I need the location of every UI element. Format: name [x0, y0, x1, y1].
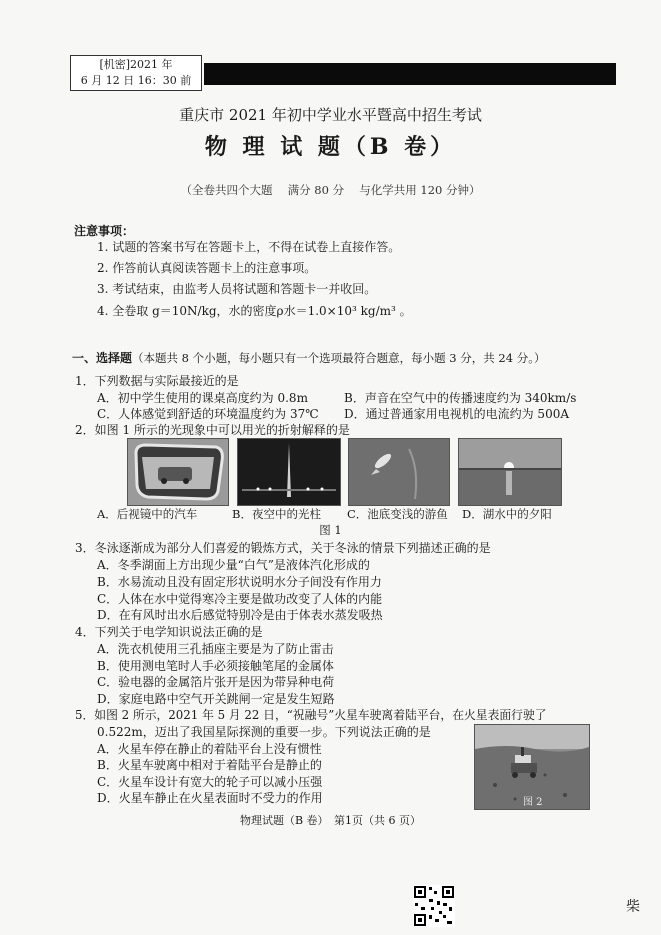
question-5-stem-line-2: 0.522m，迈出了我国星际探测的重要一步。下列说法正确的是: [97, 725, 431, 739]
question-1-option-c: C．人体感觉到舒适的环境温度约为 37℃: [97, 407, 319, 421]
photo-fish-in-pool: [348, 438, 450, 506]
black-header-bar: [204, 63, 616, 85]
question-4-option-d: D．家庭电路中空气开关跳闸一定是发生短路: [97, 692, 335, 706]
question-1-option-d: D．通过普通家用电视机的电流约为 500A: [344, 407, 570, 421]
question-1-option-a: A．初中学生使用的课桌高度约为 0.8m: [97, 391, 308, 405]
section-heading-line: [72, 349, 545, 366]
confidential-line-1: [机密]2021 年: [99, 58, 173, 71]
question-4-stem: 4．下列关于电学知识说法正确的是: [75, 625, 263, 639]
note-item: 4. 全卷取 g＝10N/kg，水的密度ρ水＝1.0×10³ kg/m³ 。: [97, 304, 412, 318]
question-5-option-c: C．火星车设计有宽大的轮子可以减小压强: [97, 775, 323, 789]
question-4-option-a: A．洗衣机使用三孔插座主要是为了防止雷击: [97, 642, 334, 656]
question-5-option-d: D．火星车静止在火星表面时不受力的作用: [97, 791, 323, 805]
corner-character: 柴: [626, 899, 640, 915]
figure-1-caption-d: D．湖水中的夕阳: [462, 507, 552, 521]
paper-title: 物 理 试 题（B 卷）: [204, 134, 457, 160]
confidential-line-2: 6 月 12 日 16：30 前: [80, 74, 192, 87]
question-3-option-a: A．冬季湖面上方出现少量“白气”是液体汽化形成的: [97, 558, 370, 572]
question-1-option-b: B．声音在空气中的传播速度约为 340km/s: [344, 391, 577, 405]
question-4-option-b: B．使用测电笔时人手必须接触笔尾的金属体: [97, 659, 334, 673]
confidential-box: [70, 55, 202, 91]
exam-info: （全卷共四个大题 满分 80 分 与化学共用 120 分钟）: [180, 183, 481, 197]
qr-code-icon: [413, 885, 455, 927]
notes-heading: 注意事项：: [74, 224, 135, 238]
page-footer: 物理试题（B 卷） 第1页（共 6 页）: [239, 814, 422, 827]
figure-1-caption-b: B．夜空中的光柱: [232, 507, 321, 521]
question-3-option-b: B．水易流动且没有固定形状说明水分子间没有作用力: [97, 575, 382, 589]
question-5-option-b: B．火星车驶离中相对于着陆平台是静止的: [97, 758, 322, 772]
question-2-stem: 2．如图 1 所示的光现象中可以用光的折射解释的是: [75, 423, 350, 437]
photo-rearview-mirror: [127, 438, 229, 506]
photo-sunset-lake: [458, 438, 562, 506]
photo-night-light-beam: [237, 438, 341, 506]
question-3-stem: 3．冬泳逐渐成为部分人们喜爱的锻炼方式，关于冬泳的情景下列描述正确的是: [75, 541, 491, 555]
section-heading: 一、选择题: [72, 351, 133, 365]
figure-1-label: 图 1: [319, 523, 342, 537]
figure-1-caption-c: C．池底变浅的游鱼: [347, 507, 448, 521]
question-3-option-d: D．在有风时出水后感觉特别冷是由于体表水蒸发吸热: [97, 608, 383, 622]
photo-mars-rover: [474, 724, 590, 810]
figure-1-caption-a: A．后视镜中的汽车: [97, 507, 198, 521]
question-5-stem-line-1: 5．如图 2 所示，2021 年 5 月 22 日，“祝融号”火星车驶离着陆平台，在火星表面行驶了: [75, 708, 547, 722]
figure-2-label: 图 2: [523, 797, 543, 808]
note-item: 1. 试题的答案书写在答题卡上，不得在试卷上直接作答。: [97, 240, 401, 254]
note-item: 2. 作答前认真阅读答题卡上的注意事项。: [97, 261, 317, 275]
exam-title: 重庆市 2021 年初中学业水平暨高中招生考试: [179, 106, 482, 124]
note-item: 3. 考试结束，由监考人员将试题和答题卡一并收回。: [97, 282, 377, 296]
question-5-option-a: A．火星车停在静止的着陆平台上没有惯性: [97, 742, 322, 756]
section-description: （本题共 8 个小题，每小题只有一个选项最符合题意，每小题 3 分，共 24 分。）: [132, 351, 546, 365]
question-1-stem: 1．下列数据与实际最接近的是: [75, 374, 239, 388]
question-3-option-c: C．人体在水中觉得寒冷主要是做功改变了人体的内能: [97, 592, 383, 606]
question-4-option-c: C．验电器的金属箔片张开是因为带异种电荷: [97, 675, 335, 689]
